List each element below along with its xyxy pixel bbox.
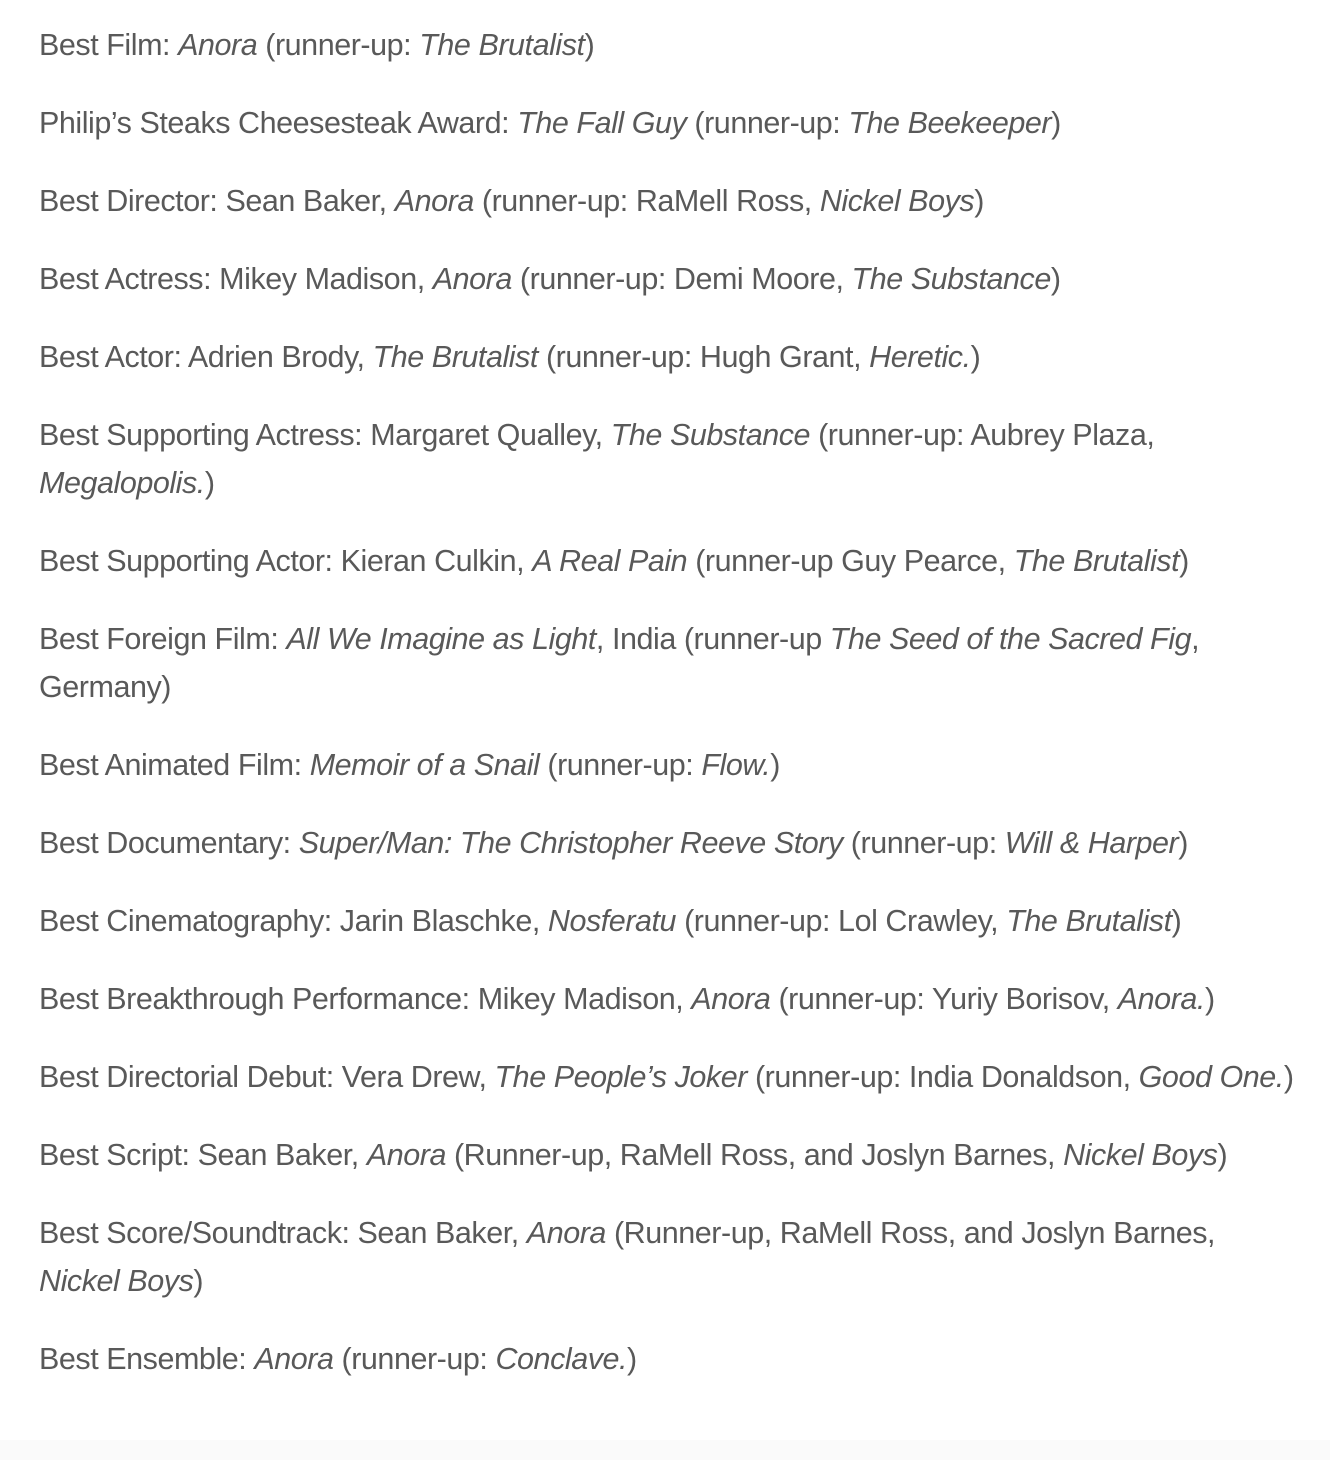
award-text: (runner-up: — [257, 28, 420, 62]
award-text: Best Supporting Actor: Kieran Culkin, — [39, 544, 533, 578]
award-text: Best Directorial Debut: Vera Drew, — [39, 1060, 495, 1094]
award-best-cinematography — [39, 897, 1301, 945]
award-text: Best Score/Soundtrack: Sean Baker, — [39, 1216, 527, 1250]
film-title: Nickel Boys — [39, 1264, 194, 1298]
award-text: (runner-up: Yuriy Borisov, — [770, 982, 1118, 1016]
award-text: Best Actor: Adrien Brody, — [39, 340, 373, 374]
award-text: (runner-up: — [539, 748, 702, 782]
awards-list — [39, 21, 1301, 1413]
film-title: The Seed of the Sacred Fig — [829, 622, 1192, 656]
award-best-film — [39, 21, 1301, 69]
award-best-breakthrough-performance — [39, 975, 1301, 1023]
film-title: A Real Pain — [532, 544, 688, 578]
award-text: Best Ensemble: — [39, 1342, 255, 1376]
film-title: The Brutalist — [372, 340, 538, 374]
award-best-supporting-actress — [39, 411, 1301, 507]
film-title: Good One. — [1138, 1060, 1284, 1094]
film-title: Anora — [394, 184, 474, 218]
award-text: , India (runner-up — [595, 622, 830, 656]
film-title: Anora — [526, 1216, 606, 1250]
film-title: The Substance — [851, 262, 1051, 296]
award-text: (runner-up: Demi Moore, — [511, 262, 852, 296]
film-title: Heretic. — [869, 340, 971, 374]
page-bottom-strip — [0, 1440, 1330, 1460]
award-text: ) — [1171, 904, 1182, 938]
award-text: Best Animated Film: — [39, 748, 310, 782]
award-best-actress — [39, 255, 1301, 303]
award-best-foreign-film — [39, 615, 1301, 711]
award-text: ) — [193, 1264, 204, 1298]
award-text: Best Script: Sean Baker, — [39, 1138, 367, 1172]
award-text: Best Supporting Actress: Margaret Qualley, — [39, 418, 611, 452]
film-title: Nickel Boys — [1063, 1138, 1218, 1172]
award-text: (runner-up: — [333, 1342, 496, 1376]
award-text: (runner-up: Lol Crawley, — [676, 904, 1007, 938]
film-title: Anora — [254, 1342, 334, 1376]
award-best-actor — [39, 333, 1301, 381]
film-title: The Brutalist — [419, 28, 585, 62]
award-text: (runner-up: India Donaldson, — [746, 1060, 1139, 1094]
award-text: (runner-up: RaMell Ross, — [473, 184, 820, 218]
award-text: Best Breakthrough Performance: Mikey Madison, — [39, 982, 692, 1016]
award-text: ) — [770, 748, 780, 782]
film-title: The Brutalist — [1013, 544, 1180, 578]
award-text: (runner-up Guy Pearce, — [687, 544, 1014, 578]
award-text: Best Cinematography: Jarin Blaschke, — [39, 904, 548, 938]
award-text: ) — [1179, 544, 1189, 578]
award-text: (runner-up: Aubrey Plaza, — [810, 418, 1155, 452]
award-text: Philip’s Steaks Cheesesteak Award: — [39, 106, 518, 140]
film-title: All We Imagine as Light — [286, 622, 596, 656]
award-text: Best Foreign Film: — [39, 622, 287, 656]
award-text: Best Director: Sean Baker, — [39, 184, 395, 218]
award-best-score-soundtrack — [39, 1209, 1301, 1305]
award-text: ) — [1217, 1138, 1228, 1172]
film-title: Anora. — [1117, 982, 1205, 1016]
award-text: Best Actress: Mikey Madison, — [39, 262, 433, 296]
award-text: (runner-up: Hugh Grant, — [537, 340, 870, 374]
award-text: ) — [627, 1342, 637, 1376]
award-text: ) — [1050, 262, 1061, 296]
award-best-director — [39, 177, 1301, 225]
award-text: Best Documentary: — [39, 826, 299, 860]
film-title: Nickel Boys — [819, 184, 975, 218]
award-best-supporting-actor — [39, 537, 1301, 585]
film-title: The Beekeeper — [848, 106, 1052, 140]
award-best-documentary — [39, 819, 1301, 867]
award-best-script — [39, 1131, 1301, 1179]
award-text: ) — [974, 184, 984, 218]
award-text: ) — [1178, 826, 1188, 860]
film-title: Will & Harper — [1004, 826, 1179, 860]
film-title: Memoir of a Snail — [309, 748, 540, 782]
award-text: ) — [1283, 1060, 1294, 1094]
award-text: ) — [1204, 982, 1215, 1016]
award-best-directorial-debut — [39, 1053, 1301, 1101]
film-title: Anora — [178, 28, 258, 62]
award-text: ) — [970, 340, 981, 374]
film-title: The Substance — [610, 418, 811, 452]
film-title: Super/Man: The Christopher Reeve Story — [298, 826, 843, 860]
award-text: , Germany) — [39, 622, 1200, 704]
award-text: (Runner-up, RaMell Ross, and Joslyn Barnes, — [445, 1138, 1064, 1172]
film-title: Nosferatu — [547, 904, 677, 938]
award-best-animated-film — [39, 741, 1301, 789]
award-text: ) — [584, 28, 595, 62]
film-title: The People’s Joker — [494, 1060, 747, 1094]
film-title: Megalopolis. — [39, 466, 205, 500]
film-title: The Fall Guy — [517, 106, 687, 140]
film-title: The Brutalist — [1006, 904, 1172, 938]
film-title: Conclave. — [495, 1342, 628, 1376]
film-title: Flow. — [701, 748, 771, 782]
award-text: ) — [204, 466, 215, 500]
award-best-ensemble — [39, 1335, 1301, 1383]
award-text: ) — [1051, 106, 1061, 140]
film-title: Anora — [366, 1138, 446, 1172]
film-title: Anora — [432, 262, 512, 296]
award-text: (Runner-up, RaMell Ross, and Joslyn Barnes, — [605, 1216, 1216, 1250]
award-text: (runner-up: — [842, 826, 1005, 860]
award-cheesesteak — [39, 99, 1301, 147]
award-text: (runner-up: — [686, 106, 849, 140]
film-title: Anora — [691, 982, 771, 1016]
award-text: Best Film: — [39, 28, 179, 62]
